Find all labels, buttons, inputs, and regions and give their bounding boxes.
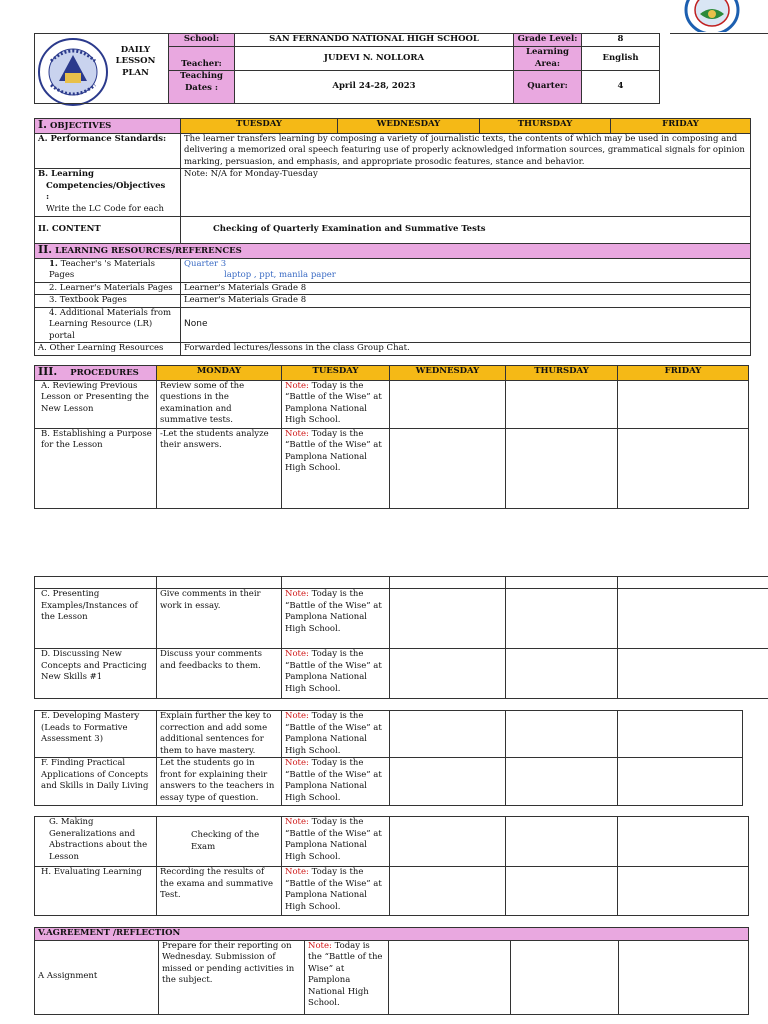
additional-materials-label: 4. Additional Materials from Learning Resource (LR) portal bbox=[35, 307, 181, 343]
procedures-header bbox=[35, 366, 157, 381]
proc-b-tuesday bbox=[282, 428, 390, 508]
proc-c-thursday bbox=[506, 589, 618, 649]
proc-a-friday bbox=[618, 380, 749, 428]
dlp-title-line1: DAILY bbox=[120, 44, 151, 55]
note-label: Note: bbox=[285, 817, 309, 827]
assignment-friday bbox=[619, 940, 749, 1014]
comp-label-2: Competencies/Objectives bbox=[46, 180, 166, 191]
proc-d-friday bbox=[618, 649, 768, 699]
school-seal-baseline bbox=[670, 33, 768, 34]
proc-d-wednesday bbox=[390, 649, 506, 699]
school-seal-logo bbox=[684, 0, 740, 32]
comp-label-3: : bbox=[46, 192, 50, 202]
proc-f-monday: Let the students go in front for explaining their answers to the teachers in essay type of question. bbox=[157, 758, 282, 806]
agreement-header: V.AGREEMENT /REFLECTION bbox=[35, 928, 749, 941]
learner-materials-label: 2. Learner's Materials Pages bbox=[35, 282, 181, 295]
objectives-numeral: I. bbox=[38, 118, 47, 131]
proc-b-friday bbox=[618, 428, 749, 508]
proc-a-monday: Review some of the questions in the examination and summative tests. bbox=[157, 380, 282, 428]
learner-materials-value: Learner's Materials Grade 8 bbox=[181, 282, 751, 295]
proc-e-tuesday bbox=[282, 711, 390, 758]
procedures-table-4 bbox=[34, 816, 749, 916]
performance-standards-text: The learner transfers learning by composing a variety of journalistic texts, the contents of which may be used in composing and delivering a memorized oral speech featuring use of properly acknowledged information sources, grammatical signals for opinion marking, persuasion, and emphasis, and appropriate prosodic features, stance and behavior. bbox=[181, 133, 751, 169]
note-label: Note: bbox=[285, 758, 309, 768]
teacher-materials-value bbox=[181, 258, 751, 282]
blank-cell bbox=[618, 577, 768, 589]
proc-c-monday: Give comments in their work in essay. bbox=[157, 589, 282, 649]
resources-numeral: II. bbox=[38, 243, 53, 256]
proc-b-thursday bbox=[506, 428, 618, 508]
proc-h-friday bbox=[618, 867, 749, 916]
obj-day-wednesday: WEDNESDAY bbox=[338, 119, 480, 134]
proc-d-label: D. Discussing New Concepts and Practicing New Skills #1 bbox=[35, 649, 157, 699]
obj-day-tuesday: TUESDAY bbox=[181, 119, 338, 134]
note-text: Today is the “Battle of the Wise” at Pamplona National High School. bbox=[285, 589, 382, 634]
proc-d-tuesday bbox=[282, 649, 390, 699]
proc-c-wednesday bbox=[390, 589, 506, 649]
note-text: Today is the “Battle of the Wise” at Pamplona National High School. bbox=[285, 758, 382, 803]
proc-b-label: B. Establishing a Purpose for the Lesson bbox=[35, 428, 157, 508]
proc-g-wednesday bbox=[390, 817, 506, 867]
teacher-value: JUDEVI N. NOLLORA bbox=[235, 47, 514, 71]
header-table bbox=[34, 33, 660, 104]
agreement-table bbox=[34, 927, 749, 1015]
obj-day-thursday: THURSDAY bbox=[480, 119, 611, 134]
other-resources-label: A. Other Learning Resources bbox=[35, 343, 181, 356]
proc-a-label: A. Reviewing Previous Lesson or Presenting the New Lesson bbox=[35, 380, 157, 428]
note-label: Note: bbox=[285, 380, 309, 391]
content-label: II. CONTENT bbox=[35, 217, 181, 244]
content-text: Checking of Quarterly Examination and Summative Tests bbox=[181, 217, 751, 244]
proc-g-label: G. Making Generalizations and Abstractions about the Lesson bbox=[35, 817, 157, 867]
proc-g-friday bbox=[618, 817, 749, 867]
obj-day-friday: FRIDAY bbox=[611, 119, 751, 134]
proc-f-wednesday bbox=[390, 758, 506, 806]
assignment-tuesday bbox=[305, 940, 389, 1014]
comp-label-4: Write the LC Code for each bbox=[46, 203, 164, 214]
textbook-pages-label: 3. Textbook Pages bbox=[35, 295, 181, 308]
resources-header bbox=[35, 244, 751, 259]
teacher-label: Teacher: bbox=[169, 47, 235, 71]
proc-h-tuesday bbox=[282, 867, 390, 916]
school-value: SAN FERNANDO NATIONAL HIGH SCHOOL bbox=[235, 34, 514, 47]
proc-b-wednesday bbox=[390, 428, 506, 508]
proc-d-thursday bbox=[506, 649, 618, 699]
proc-a-wednesday bbox=[390, 380, 506, 428]
blank-cell bbox=[35, 577, 157, 589]
proc-e-wednesday bbox=[390, 711, 506, 758]
proc-day-tuesday: TUESDAY bbox=[282, 366, 390, 381]
proc-day-monday: MONDAY bbox=[157, 366, 282, 381]
proc-b-monday: -Let the students analyze their answers. bbox=[157, 428, 282, 508]
dlp-title-cell bbox=[35, 34, 169, 104]
assignment-monday: Prepare for their reporting on Wednesday. Submission of missed or pending activities in the subject. bbox=[159, 940, 305, 1014]
proc-f-friday bbox=[618, 758, 743, 806]
performance-standards-label: A. Performance Standards: bbox=[35, 133, 181, 169]
comp-label-1: B. Learning bbox=[38, 169, 95, 179]
competencies-label bbox=[35, 169, 181, 217]
note-label: Note: bbox=[285, 649, 309, 659]
note-text: Today is the “Battle of the Wise” at Pamplona National High School. bbox=[285, 867, 382, 912]
teacher-materials-line2: laptop , ppt, manila paper bbox=[224, 270, 336, 280]
procedures-numeral: III. bbox=[38, 365, 58, 378]
procedures-table-3 bbox=[34, 710, 743, 806]
note-text: Today is the “Battle of the Wise” at Pamplona National High School. bbox=[285, 428, 382, 473]
proc-g-thursday bbox=[506, 817, 618, 867]
proc-g-tuesday bbox=[282, 817, 390, 867]
dlp-title-line3: PLAN bbox=[122, 67, 149, 78]
objectives-table bbox=[34, 118, 751, 356]
textbook-pages-value: Learner's Materials Grade 8 bbox=[181, 295, 751, 308]
teacher-materials-num: 1. bbox=[49, 258, 58, 269]
proc-f-label: F. Finding Practical Applications of Concepts and Skills in Daily Living bbox=[35, 758, 157, 806]
proc-f-thursday bbox=[506, 758, 618, 806]
proc-a-thursday bbox=[506, 380, 618, 428]
resources-label: LEARNING RESOURCES/REFERENCES bbox=[55, 246, 242, 256]
note-label: Note: bbox=[285, 589, 309, 599]
quarter-label: Quarter: bbox=[514, 71, 582, 104]
proc-day-thursday: THURSDAY bbox=[506, 366, 618, 381]
school-label: School: bbox=[169, 34, 235, 47]
proc-e-friday bbox=[618, 711, 743, 758]
note-text: Today is the “Battle of the Wise” at Pamplona National High School. bbox=[285, 711, 382, 756]
proc-g-monday: Checking of the Exam bbox=[157, 817, 282, 867]
grade-level-label: Grade Level: bbox=[514, 34, 582, 47]
grade-level-value: 8 bbox=[582, 34, 660, 47]
teacher-materials-line1: Quarter 3 bbox=[184, 258, 227, 269]
assignment-wednesday bbox=[389, 940, 511, 1014]
note-text: Today is the “Battle of the Wise” at Pamplona National High School. bbox=[285, 380, 382, 425]
proc-e-label: E. Developing Mastery (Leads to Formative Assessment 3) bbox=[35, 711, 157, 758]
proc-f-tuesday bbox=[282, 758, 390, 806]
objectives-label: OBJECTIVES bbox=[49, 121, 112, 131]
other-resources-value: Forwarded lectures/lessons in the class Group Chat. bbox=[181, 343, 751, 356]
teaching-dates-label: Teaching Dates : bbox=[169, 71, 235, 104]
note-text: Today is the “Battle of the Wise” at Pamplona National High School. bbox=[285, 817, 382, 862]
proc-e-thursday bbox=[506, 711, 618, 758]
dlp-title-line2: LESSON bbox=[115, 56, 156, 66]
note-label: Note: bbox=[308, 940, 332, 951]
competencies-text: Note: N/A for Monday-Tuesday bbox=[181, 169, 751, 217]
teacher-materials-text: Teacher's 's Materials Pages bbox=[49, 258, 155, 280]
objectives-header bbox=[35, 119, 181, 134]
blank-cell bbox=[506, 577, 618, 589]
proc-h-label: H. Evaluating Learning bbox=[35, 867, 157, 916]
proc-h-thursday bbox=[506, 867, 618, 916]
proc-h-wednesday bbox=[390, 867, 506, 916]
blank-cell bbox=[390, 577, 506, 589]
blank-cell bbox=[157, 577, 282, 589]
proc-day-friday: FRIDAY bbox=[618, 366, 749, 381]
learning-area-label: Learning Area: bbox=[514, 47, 582, 71]
note-label: Note: bbox=[285, 867, 309, 877]
note-label: Note: bbox=[285, 428, 309, 439]
learning-area-value: English bbox=[582, 47, 660, 71]
procedures-table-1 bbox=[34, 365, 749, 509]
note-text: Today is the “Battle of the Wise” at Pamplona National High School. bbox=[285, 649, 382, 694]
teaching-dates-value: April 24-28, 2023 bbox=[235, 71, 514, 104]
additional-materials-value: None bbox=[181, 307, 751, 343]
note-text: Today is the “Battle of the Wise” at Pamplona National High School. bbox=[308, 940, 383, 1008]
note-label: Note: bbox=[285, 711, 309, 721]
assignment-thursday bbox=[511, 940, 619, 1014]
proc-day-wednesday: WEDNESDAY bbox=[390, 366, 506, 381]
proc-c-tuesday bbox=[282, 589, 390, 649]
procedures-label: PROCEDURES bbox=[70, 368, 139, 378]
proc-c-friday bbox=[618, 589, 768, 649]
assignment-label: A Assignment bbox=[35, 940, 159, 1014]
proc-e-monday: Explain further the key to correction and add some additional sentences for them to have mastery. bbox=[157, 711, 282, 758]
proc-d-monday: Discuss your comments and feedbacks to them. bbox=[157, 649, 282, 699]
proc-c-label: C. Presenting Examples/Instances of the Lesson bbox=[35, 589, 157, 649]
blank-cell bbox=[282, 577, 390, 589]
proc-h-monday: Recording the results of the exama and summative Test. bbox=[157, 867, 282, 916]
proc-a-tuesday bbox=[282, 380, 390, 428]
quarter-value: 4 bbox=[582, 71, 660, 104]
procedures-table-2 bbox=[34, 576, 768, 699]
teacher-materials-label bbox=[35, 258, 181, 282]
